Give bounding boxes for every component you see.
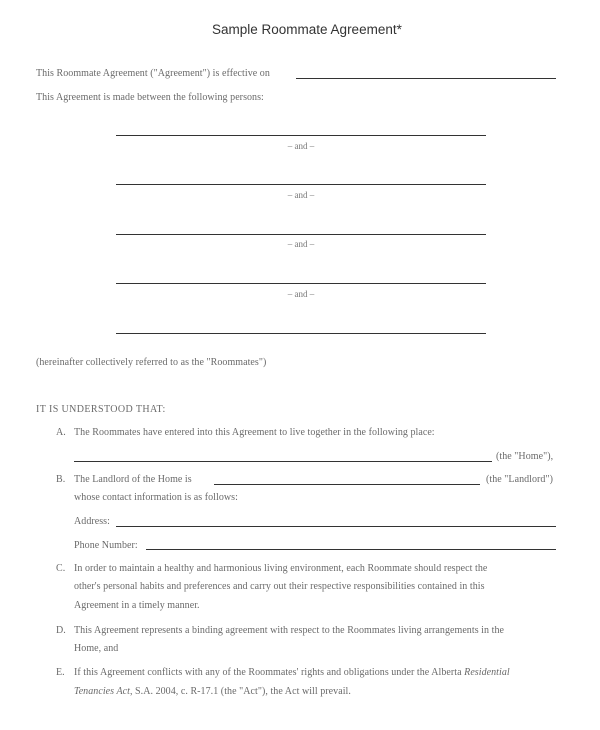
effective-date-blank[interactable]: [296, 78, 556, 79]
understood-heading: IT IS UNDERSTOOD THAT:: [36, 404, 166, 415]
home-address-blank[interactable]: [74, 461, 492, 462]
clause-e-letter: E.: [56, 667, 65, 678]
clause-b-text: The Landlord of the Home is: [74, 474, 192, 485]
clause-c-line3: Agreement in a timely manner.: [74, 600, 200, 611]
clause-e-residential: Residential: [464, 667, 510, 678]
landlord-name-blank[interactable]: [214, 484, 480, 485]
document-title: Sample Roommate Agreement*: [212, 22, 402, 37]
address-label: Address:: [74, 516, 110, 527]
clause-d-line1: This Agreement represents a binding agreement with respect to the Roommates living arrangements in the: [74, 625, 504, 636]
phone-label: Phone Number:: [74, 540, 138, 551]
and-separator: – and –: [287, 289, 315, 299]
clause-d-line2: Home, and: [74, 643, 119, 654]
made-between-text: This Agreement is made between the following persons:: [36, 92, 264, 103]
clause-a-suffix: (the "Home"),: [496, 451, 554, 462]
clause-b-letter: B.: [56, 474, 66, 485]
clause-e-act-name: Tenancies Act: [74, 686, 130, 697]
party-3-blank[interactable]: [116, 234, 486, 235]
clause-e-line1: [74, 667, 510, 678]
clause-a-letter: A.: [56, 427, 66, 438]
clause-c-line2: other's personal habits and preferences and carry out their respective responsibilities contained in this: [74, 581, 485, 592]
clause-a-text: The Roommates have entered into this Agreement to live together in the following place:: [74, 427, 435, 438]
clause-c-line1: In order to maintain a healthy and harmonious living environment, each Roommate should respect the: [74, 563, 488, 574]
and-separator: – and –: [287, 141, 315, 151]
party-1-blank[interactable]: [116, 135, 486, 136]
clause-d-letter: D.: [56, 625, 66, 636]
party-2-blank[interactable]: [116, 184, 486, 185]
party-4-blank[interactable]: [116, 283, 486, 284]
hereinafter-text: (hereinafter collectively referred to as the "Roommates"): [36, 357, 267, 368]
and-separator: – and –: [287, 239, 315, 249]
landlord-address-blank[interactable]: [116, 526, 556, 527]
clause-b-suffix: (the "Landlord"): [486, 474, 553, 485]
clause-e-line2-end: , S.A. 2004, c. R-17.1 (the "Act"), the Act will prevail.: [129, 686, 351, 697]
clause-e-line2: [74, 686, 351, 697]
clause-c-letter: C.: [56, 563, 66, 574]
party-5-blank[interactable]: [116, 333, 486, 334]
landlord-phone-blank[interactable]: [146, 549, 556, 550]
clause-e-line1-start: If this Agreement conflicts with any of the Roommates' rights and obligations under the Alberta: [74, 667, 462, 678]
and-separator: – and –: [287, 190, 315, 200]
effective-line-text: This Roommate Agreement ("Agreement") is effective on: [36, 68, 270, 79]
clause-b-line2: whose contact information is as follows:: [74, 492, 238, 503]
